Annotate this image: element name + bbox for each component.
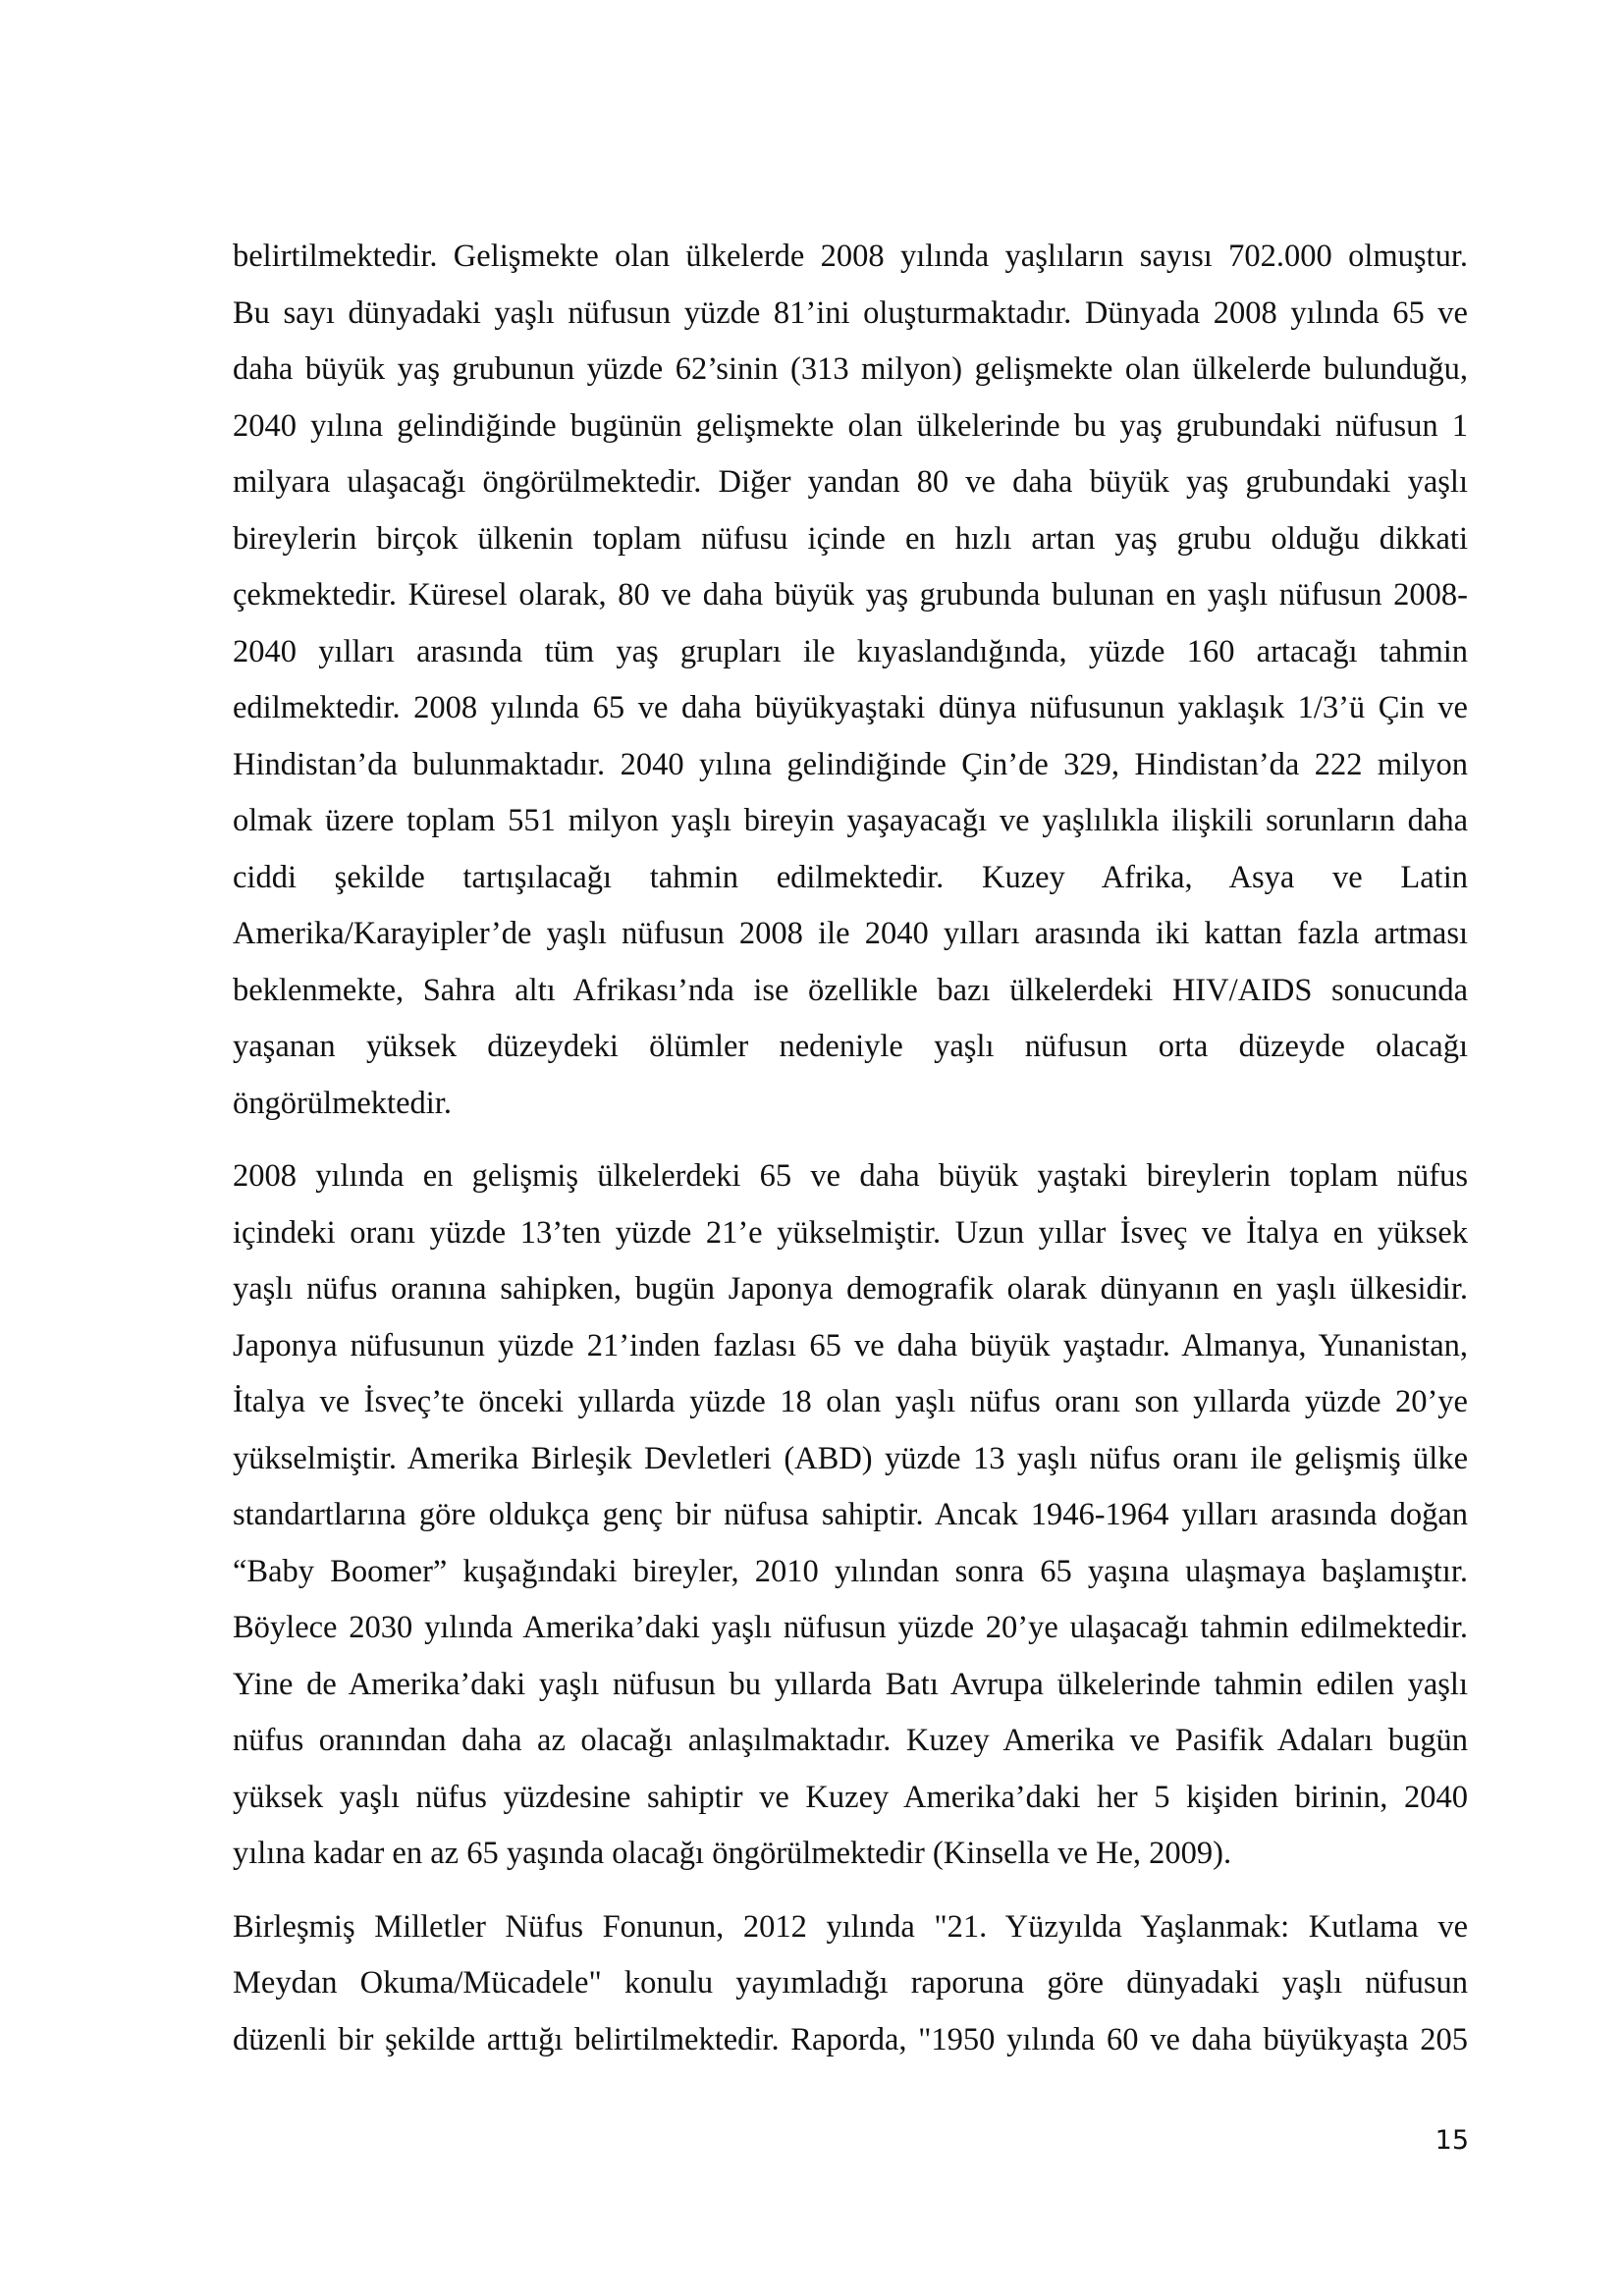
text-line: Meydan Okuma/Mücadele" konulu yayımladığı raporuna göre dünyadaki yaşlı nüfusun <box>233 1965 1468 2001</box>
text-line: yılına kadar en az 65 yaşında olacağı öngörülmektedir (Kinsella ve He, 2009). <box>233 1836 1232 1871</box>
text-line: İtalya ve İsveç’te önceki yıllarda yüzde 18 olan yaşlı nüfus oranı son yıllarda yüzde 20’ye <box>233 1384 1468 1419</box>
text-line: nüfus oranından daha az olacağı anlaşılmaktadır. Kuzey Amerika ve Pasifik Adaları bugün <box>233 1723 1468 1758</box>
text-line: 2008 yılında en gelişmiş ülkelerdeki 65 ve daha büyük yaştaki bireylerin toplam nüfus <box>233 1158 1468 1194</box>
paragraph-1 <box>233 229 1468 1132</box>
text-line: milyara ulaşacağı öngörülmektedir. Diğer yandan 80 ve daha büyük yaş grubundaki yaşlı <box>233 464 1468 500</box>
text-line: çekmektedir. Küresel olarak, 80 ve daha büyük yaş grubunda bulunan en yaşlı nüfusun 2008- <box>233 577 1468 613</box>
text-line: Japonya nüfusunun yüzde 21’inden fazlası 65 ve daha büyük yaştadır. Almanya, Yunanistan, <box>233 1327 1468 1363</box>
text-line: Yine de Amerika’daki yaşlı nüfusun bu yıllarda Batı Avrupa ülkelerinde tahmin edilen yaşlı <box>233 1666 1468 1702</box>
text-line: standartlarına göre oldukça genç bir nüfusa sahiptir. Ancak 1946-1964 yılları arasında doğan <box>233 1497 1468 1532</box>
text-line: olmak üzere toplam 551 milyon yaşlı bireyin yaşayacağı ve yaşlılıkla ilişkili sorunların daha <box>233 803 1468 838</box>
text-line: Birleşmiş Milletler Nüfus Fonunun, 2012 yılında "21. Yüzyılda Yaşlanmak: Kutlama ve <box>233 1908 1468 1945</box>
text-line: yüksek yaşlı nüfus yüzdesine sahiptir ve Kuzey Amerika’daki her 5 kişiden birinin, 2040 <box>233 1779 1468 1815</box>
text-line: edilmektedir. 2008 yılında 65 ve daha büyükyaştaki dünya nüfusunun yaklaşık 1/3’ü Çin ve <box>233 690 1468 725</box>
page-number: 15 <box>1435 2125 1469 2156</box>
text-line: yükselmiştir. Amerika Birleşik Devletleri (ABD) yüzde 13 yaşlı nüfus oranı ile gelişmiş ülke <box>233 1440 1468 1476</box>
text-line: 2040 yılları arasında tüm yaş grupları ile kıyaslandığında, yüzde 160 artacağı tahmin <box>233 633 1468 669</box>
text-line: düzenli bir şekilde arttığı belirtilmektedir. Raporda, "1950 yılında 60 ve daha büyükyaşta 205 <box>233 2021 1468 2057</box>
body-text <box>233 229 1468 2085</box>
text-line: ciddi şekilde tartışılacağı tahmin edilmektedir. Kuzey Afrika, Asya ve Latin <box>233 859 1468 895</box>
text-line: Hindistan’da bulunmaktadır. 2040 yılına gelindiğinde Çin’de 329, Hindistan’da 222 milyon <box>233 746 1468 782</box>
text-line: daha büyük yaş grubunun yüzde 62’sinin (313 milyon) gelişmekte olan ülkelerde bulunduğu, <box>233 351 1468 387</box>
text-line: “Baby Boomer” kuşağındaki bireyler, 2010 yılından sonra 65 yaşına ulaşmaya başlamıştır. <box>233 1553 1468 1589</box>
text-line: 2040 yılına gelindiğinde bugünün gelişmekte olan ülkelerinde bu yaş grubundaki nüfusun 1 <box>233 407 1468 444</box>
text-line: Amerika/Karayipler’de yaşlı nüfusun 2008 ile 2040 yılları arasında iki kattan fazla artması <box>233 916 1468 951</box>
text-line: içindeki oranı yüzde 13’ten yüzde 21’e yükselmiştir. Uzun yıllar İsveç ve İtalya en yüksek <box>233 1214 1468 1251</box>
text-line: bireylerin birçok ülkenin toplam nüfusu içinde en hızlı artan yaş grubu olduğu dikkati <box>233 520 1468 557</box>
paragraph-2 <box>233 1148 1468 1883</box>
text-line: Bu sayı dünyadaki yaşlı nüfusun yüzde 81’ini oluşturmaktadır. Dünyada 2008 yılında 65 ve <box>233 294 1468 331</box>
text-line: belirtilmektedir. Gelişmekte olan ülkelerde 2008 yılında yaşlıların sayısı 702.000 olmuştur. <box>233 239 1468 274</box>
text-line: öngörülmektedir. <box>233 1085 452 1121</box>
paragraph-3 <box>233 1899 1468 2069</box>
text-line: yaşlı nüfus oranına sahipken, bugün Japonya demografik olarak dünyanın en yaşlı ülkesidir. <box>233 1271 1468 1307</box>
text-line: beklenmekte, Sahra altı Afrikası’nda ise özellikle bazı ülkelerdeki HIV/AIDS sonucunda <box>233 972 1468 1008</box>
text-line: yaşanan yüksek düzeydeki ölümler nedeniyle yaşlı nüfusun orta düzeyde olacağı <box>233 1029 1468 1064</box>
text-line: Böylece 2030 yılında Amerika’daki yaşlı nüfusun yüzde 20’ye ulaşacağı tahmin edilmektedir. <box>233 1610 1468 1645</box>
